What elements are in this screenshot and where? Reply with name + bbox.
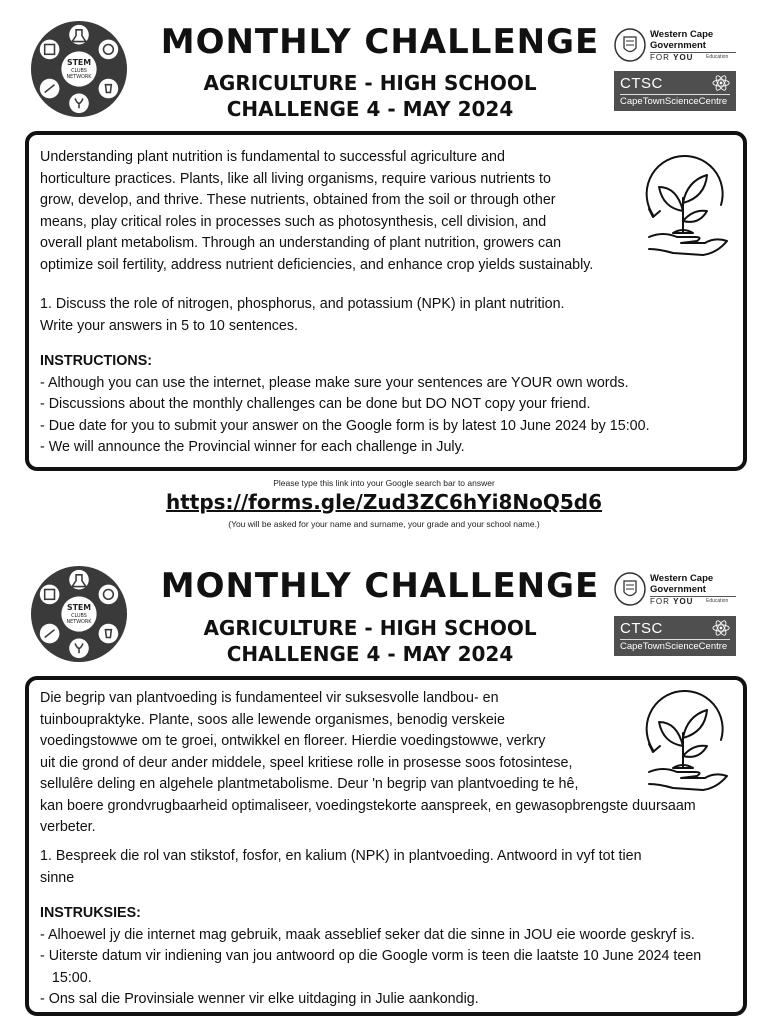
- stem-logo-clubs: CLUBS: [71, 67, 87, 74]
- instruction-item: - Although you can use the internet, please make sure your sentences are YOUR own words.: [40, 374, 629, 391]
- government-name: Western Cape Government: [650, 573, 714, 595]
- atom-icon: [712, 619, 730, 637]
- atom-icon: [712, 74, 730, 92]
- paragraph-line: Understanding plant nutrition is fundamental to successful agriculture and: [40, 149, 505, 165]
- stem-logo-clubs: CLUBS: [71, 612, 87, 619]
- question-line: 1. Discuss the role of nitrogen, phosphorus, and potassium (NPK) in plant nutrition.: [40, 296, 565, 312]
- paragraph-line: grow, develop, and thrive. These nutrients, obtained from the soil or through other: [40, 192, 556, 208]
- question-line: sinne: [40, 869, 75, 886]
- english-instructions: [40, 351, 650, 459]
- ctsc-logo: [614, 616, 736, 656]
- google-form-link[interactable]: https://forms.gle/Zud3ZC6hYi8NoQ5d6: [165, 490, 603, 514]
- stem-clubs-logo-icon: [30, 20, 128, 118]
- challenge-box: [25, 131, 747, 471]
- page-subtitle: [160, 70, 580, 122]
- stem-clubs-logo-icon: [30, 565, 128, 663]
- instruction-item: - Ons sal die Provinsiale wenner vir elke uitdaging in Julie aankondig.: [40, 991, 479, 1007]
- challenge-box: [25, 676, 747, 1016]
- ctsc-full-name: CapeTownScienceCentre: [620, 641, 728, 652]
- government-education: Education: [706, 54, 729, 60]
- subtitle-line-1: AGRICULTURE - HIGH SCHOOL: [203, 71, 537, 95]
- stem-logo-network: NETWORK: [66, 73, 92, 80]
- instruction-item: - Alhoewel jy die internet mag gebruik, maak asseblief seker dat die sinne in JOU eie woorde geskryf is.: [40, 926, 695, 943]
- paragraph-line: uit die grond of deur ander middele, speel kritiese rolle in prosesse soos fotosintese,: [40, 754, 573, 771]
- paragraph-line: means, play critical roles in processes such as photosynthesis, cell division, and: [40, 213, 547, 230]
- instructions-heading: INSTRUKSIES:: [40, 905, 141, 921]
- instruction-item: - Uiterste datum vir indiening van jou antwoord op die Google vorm is teen die laatste 10 June 2024 teen: [40, 948, 702, 964]
- government-name: Western Cape Government: [650, 29, 714, 51]
- link-details-note: (You will be asked for your name and surname, your grade and your school name.): [228, 519, 540, 529]
- paragraph-line: overall plant metabolism. Through an understanding of plant nutrition, growers can: [40, 235, 562, 251]
- question-line: 1. Bespreek die rol van stikstof, fosfor, en kalium (NPK) in plantvoeding. Antwoord in vyf tot tien: [40, 848, 642, 864]
- western-cape-government-logo: [614, 572, 740, 610]
- instructions-heading: INSTRUCTIONS:: [40, 353, 152, 369]
- instruction-item: 15:00.: [40, 969, 92, 986]
- stem-logo-word: STEM: [66, 603, 92, 613]
- paragraph-line: verbeter.: [40, 819, 96, 835]
- plant-in-hand-icon: [633, 153, 733, 263]
- ctsc-abbr: CTSC: [620, 75, 663, 92]
- question-line: Write your answers in 5 to 10 sentences.: [40, 317, 299, 334]
- ctsc-abbr: CTSC: [620, 620, 663, 637]
- government-crest-icon: [614, 572, 646, 606]
- paragraph-line: optimize soil fertility, address nutrient deficiencies, and enhance crop yields sustainably.: [40, 256, 594, 273]
- stem-logo-network: NETWORK: [66, 618, 92, 625]
- paragraph-line: sellulêre deling en algehele plantmetabolisme. Deur 'n begrip van plantvoeding te hê,: [40, 776, 579, 792]
- instruction-item: - We will announce the Provincial winner for each challenge in July.: [40, 439, 465, 455]
- afrikaans-instructions: [40, 903, 701, 1011]
- paragraph-line: tuinboupraktyke. Plante, soos alle lewende organismes, benodig verskeie: [40, 711, 505, 728]
- english-question: [40, 294, 565, 337]
- afrikaans-question: [40, 846, 642, 889]
- instruction-item: - Due date for you to submit your answer on the Google form is by latest 10 June 2024 by 15:00.: [40, 417, 650, 434]
- ctsc-logo: [614, 71, 736, 111]
- western-cape-government-logo: [614, 28, 740, 66]
- english-paragraph: [40, 147, 593, 276]
- paragraph-line: kan boere grondvrugbaarheid optimaliseer, voedingstekorte aanspreek, en gewasopbrengste duursaam: [40, 797, 696, 814]
- subtitle-line-2: CHALLENGE 4 - MAY 2024: [226, 97, 514, 121]
- government-education: Education: [706, 598, 729, 604]
- paragraph-line: voedingstowwe om te groei, ontwikkel en floreer. Hierdie voedingstowwe, verkry: [40, 733, 546, 749]
- afrikaans-paragraph: [40, 688, 696, 839]
- subtitle-line-1: AGRICULTURE - HIGH SCHOOL: [203, 616, 537, 640]
- government-crest-icon: [614, 28, 646, 62]
- page-title: MONTHLY CHALLENGE: [160, 22, 600, 62]
- stem-logo-word: STEM: [66, 58, 92, 68]
- subtitle-line-2: CHALLENGE 4 - MAY 2024: [226, 642, 514, 666]
- link-instruction-note: Please type this link into your Google search bar to answer: [273, 478, 495, 488]
- page-subtitle: [160, 615, 580, 667]
- ctsc-full-name: CapeTownScienceCentre: [620, 96, 728, 107]
- paragraph-line: Die begrip van plantvoeding is fundamenteel vir suksesvolle landbou- en: [40, 690, 499, 706]
- government-tagline: FOR YOU: [650, 53, 694, 62]
- afrikaans-challenge-section: [0, 560, 768, 1024]
- government-tagline: FOR YOU: [650, 597, 694, 606]
- instruction-item: - Discussions about the monthly challenges can be done but DO NOT copy your friend.: [40, 396, 591, 412]
- page-title: MONTHLY CHALLENGE: [160, 566, 600, 606]
- paragraph-line: horticulture practices. Plants, like all living organisms, require various nutrients to: [40, 170, 551, 187]
